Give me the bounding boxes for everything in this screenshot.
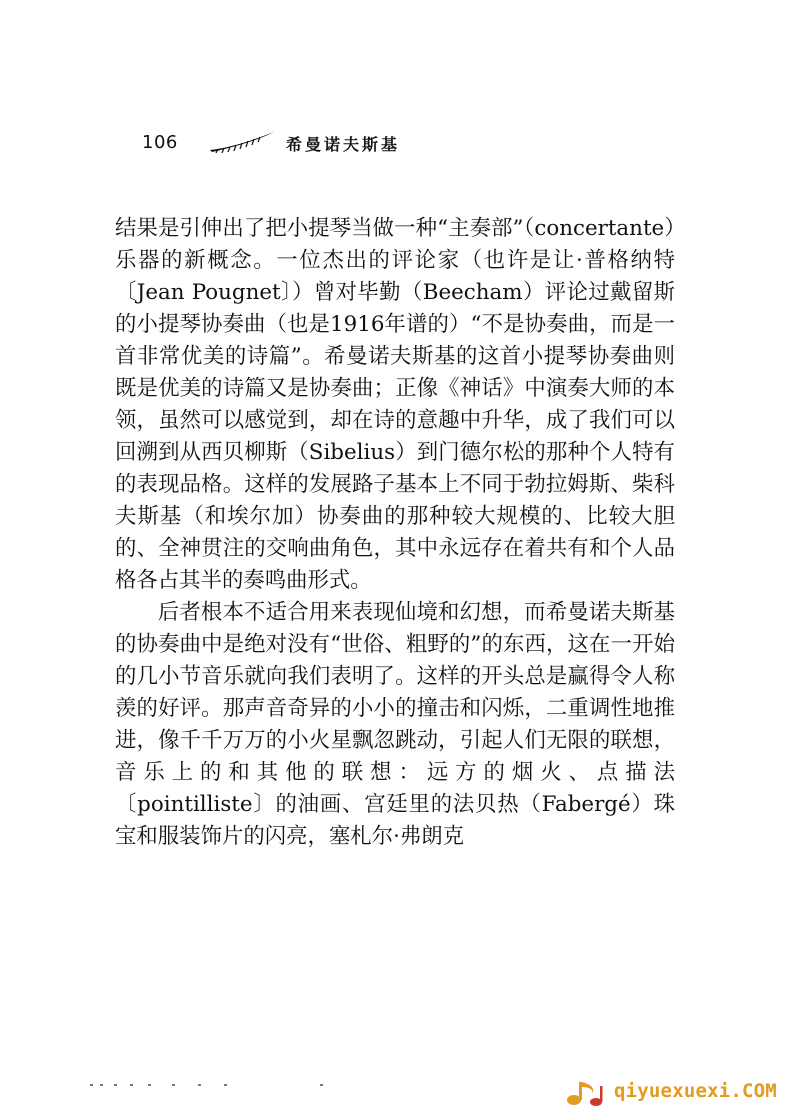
body-text	[115, 213, 675, 853]
site-watermark	[562, 1074, 787, 1112]
paragraph: 后者根本不适合用来表现仙境和幻想，而希曼诺夫斯基的协奏曲中是绝对没有“世俗、粗野的”的东西，这在一开始的几小节音乐就向我们表明了。这样的开头总是赢得令人称羡的好评。那声音奇异的小小的撞击和闪烁，二重调性地推进，像千千万万的小火星飘忽跳动，引起人们无限的联想，音乐上的和其他的联想：远方的烟火、点描法〔pointilliste〕的油画、宫廷里的法贝热（Fabergé）珠宝和服装饰片的闪亮，塞札尔·弗朗克	[115, 600, 675, 849]
scan-artifact-marks	[90, 1078, 330, 1094]
music-note-logo-icon	[562, 1078, 608, 1108]
paragraph: 结果是引伸出了把小提琴当做一种“主奏部”（concertante）乐器的新概念。一位杰出的评论家（也许是让·普格纳特〔Jean Pougnet〕）曾对毕勤（Beecham）评论过戴留斯的小提琴协奏曲（也是1916年谱的）“不是协奏曲，而是一首非常优美的诗篇”。希曼诺夫斯基的这首小提琴协奏曲则既是优美的诗篇又是协奏曲；正像《神话》中演奏大师的本领，虽然可以感觉到，却在诗的意趣中升华，成了我们可以回溯到从西贝柳斯（Sibelius）到门德尔松的那种个人特有的表现品格。这样的发展路子基本上不同于勃拉姆斯、柴科夫斯基（和埃尔加）协奏曲的那种较大规模的、比较大胆的、全神贯注的交响曲角色，其中永远存在着共有和个人品格各占其半的奏鸣曲形式。	[115, 216, 675, 593]
page-header	[142, 126, 702, 162]
page-number: 106	[142, 132, 178, 153]
running-title: 希曼诺夫斯基	[286, 135, 401, 154]
feather-quill-ornament-icon	[208, 128, 278, 154]
watermark-text: qiyuexuexi.COM	[614, 1080, 777, 1102]
